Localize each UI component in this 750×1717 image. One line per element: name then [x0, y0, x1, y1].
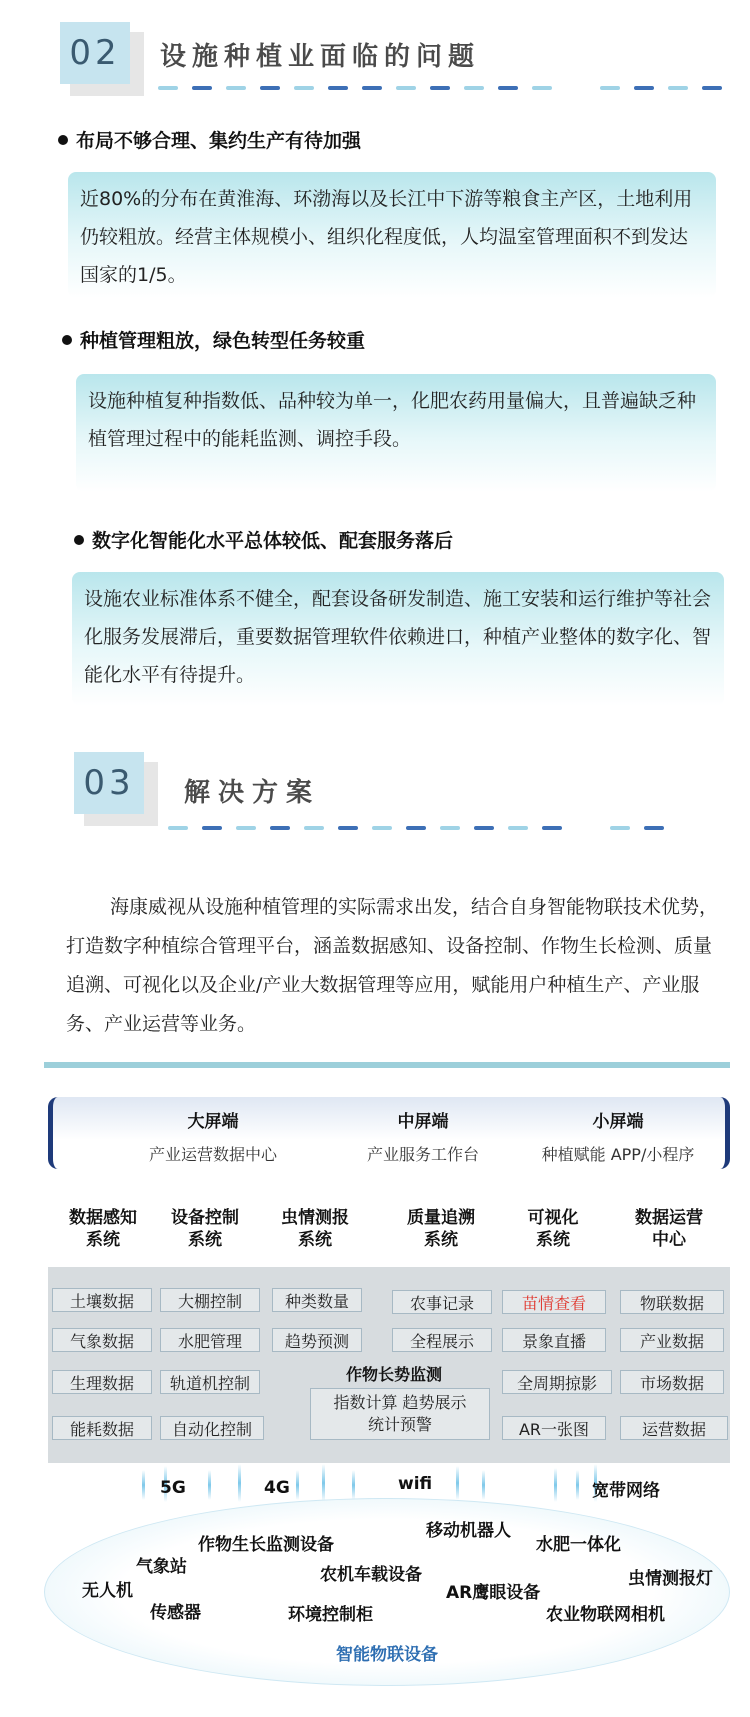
cell-soil-data: 土壤数据	[52, 1288, 152, 1312]
cell-greenhouse-control: 大棚控制	[160, 1288, 260, 1312]
screen-large: 大屏端 产业运营数据中心	[148, 1112, 277, 1164]
problem-text-3: 设施农业标准体系不健全，配套设备研发制造、施工安装和运行维护等社会化服务发展滞后，重要数据管理软件依赖进口，种植产业整体的数字化、智能化水平有待提升。	[72, 572, 724, 706]
growth-monitor-box: 指数计算 趋势展示 统计预警	[310, 1388, 490, 1440]
cell-energy-data: 能耗数据	[52, 1416, 152, 1440]
bullet-dot-icon	[58, 135, 68, 145]
decorative-dashes	[168, 826, 664, 830]
bullet-dot-icon	[62, 335, 72, 345]
system-data-sensing: 数据感知 系统	[69, 1208, 137, 1250]
cell-cycle-glimpse: 全周期掠影	[502, 1370, 612, 1394]
signal-bar	[456, 1466, 459, 1500]
section-number: 03	[74, 752, 144, 814]
problem-text-2: 设施种植复种指数低、品种较为单一，化肥农药用量偏大，且普遍缺乏种植管理过程中的能耗监测、调控手段。	[76, 374, 716, 492]
cell-automation: 自动化控制	[160, 1416, 264, 1440]
screen-tier	[48, 1097, 730, 1169]
signal-bar	[322, 1464, 325, 1502]
section-03-header	[0, 752, 750, 822]
cell-market-data: 市场数据	[620, 1370, 724, 1394]
cell-full-display: 全程展示	[392, 1328, 492, 1352]
device-pest-lamp: 虫情测报灯	[628, 1569, 713, 1589]
network-4g: 4G	[264, 1478, 290, 1498]
cell-species-count: 种类数量	[272, 1288, 362, 1312]
problem-heading-1: 布局不够合理、集约生产有待加强	[58, 126, 361, 153]
device-fertigation: 水肥一体化	[536, 1535, 621, 1555]
devices-title: 智能物联设备	[336, 1645, 438, 1665]
divider	[44, 1062, 730, 1068]
section-number: 02	[60, 22, 130, 84]
section-title: 设施种植业面临的问题	[160, 42, 481, 72]
cell-iot-data: 物联数据	[620, 1290, 724, 1314]
signal-bar	[482, 1470, 485, 1500]
section-02-header	[0, 22, 750, 92]
network-5g: 5G	[160, 1478, 186, 1498]
cell-rail-control: 轨道机控制	[160, 1370, 260, 1394]
device-iot-camera: 农业物联网相机	[546, 1605, 665, 1625]
bullet-dot-icon	[74, 535, 84, 545]
signal-bar	[352, 1470, 355, 1500]
cell-operation-data: 运营数据	[620, 1416, 728, 1440]
system-data-operation: 数据运营 中心	[635, 1208, 703, 1250]
system-quality-trace: 质量追溯 系统	[407, 1208, 475, 1250]
signal-bar	[208, 1470, 211, 1500]
network-wifi: wifi	[398, 1474, 433, 1494]
device-env-cabinet: 环境控制柜	[288, 1605, 373, 1625]
decorative-dashes	[158, 86, 722, 90]
device-vehicle: 农机车载设备	[320, 1565, 422, 1585]
cell-farm-record: 农事记录	[392, 1290, 492, 1314]
cell-fertigation: 水肥管理	[160, 1328, 260, 1352]
system-pest-forecast: 虫情测报 系统	[281, 1208, 349, 1250]
network-broadband: 宽带网络	[592, 1481, 660, 1501]
screen-small: 小屏端 种植赋能 APP/小程序	[541, 1112, 695, 1164]
device-growth-monitor: 作物生长监测设备	[198, 1535, 334, 1555]
system-visualization: 可视化 系统	[527, 1208, 579, 1250]
device-weather-station: 气象站	[136, 1557, 187, 1577]
problem-heading-3: 数字化智能化水平总体较低、配套服务落后	[74, 526, 453, 553]
signal-bar	[296, 1470, 299, 1500]
cell-physio-data: 生理数据	[52, 1370, 152, 1394]
screen-medium: 中屏端 产业服务工作台	[366, 1112, 479, 1164]
solution-intro: 海康威视从设施种植管理的实际需求出发，结合自身智能物联技术优势，打造数字种植综合管理平台，涵盖数据感知、设备控制、作物生长检测、质量追溯、可视化以及企业/产业大数据管理等应用，赋能用户种植生产、产业服务、产业运营等业务。	[66, 896, 719, 1035]
cell-industry-data: 产业数据	[620, 1328, 724, 1352]
device-sensor: 传感器	[150, 1603, 201, 1623]
device-drone: 无人机	[82, 1581, 133, 1601]
cell-live-view: 景象直播	[502, 1328, 606, 1352]
growth-monitor-title: 作物长势监测	[346, 1365, 443, 1384]
signal-bar	[238, 1464, 241, 1502]
system-device-control: 设备控制 系统	[171, 1208, 239, 1250]
problem-heading-2: 种植管理粗放，绿色转型任务较重	[62, 326, 365, 353]
signal-bar	[576, 1470, 579, 1500]
signal-bar	[142, 1470, 145, 1500]
problem-text-1: 近80%的分布在黄淮海、环渤海以及长江中下游等粮食主产区，土地利用仍较粗放。经营主体规模小、组织化程度低，人均温室管理面积不到发达国家的1/5。	[68, 172, 716, 298]
cell-ar-map: AR一张图	[502, 1416, 606, 1440]
device-mobile-robot: 移动机器人	[426, 1521, 511, 1541]
section-title: 解决方案	[184, 778, 321, 808]
signal-bar	[554, 1468, 557, 1502]
device-ar-eagle-eye: AR鹰眼设备	[446, 1583, 541, 1603]
cell-trend-forecast: 趋势预测	[272, 1328, 362, 1352]
cell-weather-data: 气象数据	[52, 1328, 152, 1352]
cell-seedling-view: 苗情查看	[502, 1290, 606, 1314]
